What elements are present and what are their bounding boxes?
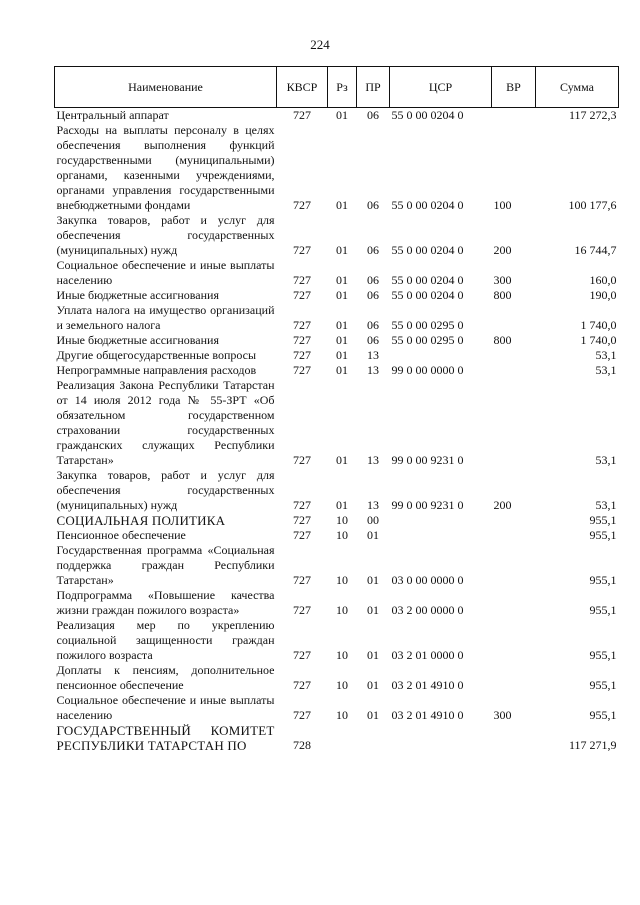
row-csr: 03 0 00 0000 0 [391,573,464,587]
row-csr: 03 2 01 0000 0 [391,648,464,662]
row-pr: 01 [367,678,379,692]
table-row [55,723,619,753]
row-sum: 160,0 [589,273,617,287]
row-pr: 06 [367,198,379,212]
row-sum: 955,1 [589,648,617,662]
table-row [55,378,619,468]
table-row [55,468,619,513]
row-kvsr: 727 [293,678,311,692]
row-vr [492,663,536,693]
row-kvsr: 727 [293,603,311,617]
table-row [55,123,619,213]
table-row [55,303,619,333]
row-rz: 01 [336,498,348,512]
row-sum: 53,1 [595,453,617,467]
table-row [55,513,619,528]
budget-table [54,66,619,753]
row-pr: 01 [367,528,379,542]
row-pr: 06 [367,333,379,347]
page-number: 224 [310,37,330,52]
row-csr: 55 0 00 0295 0 [391,333,464,347]
row-rz: 10 [336,708,348,722]
row-name: Пенсионное обеспечение [56,528,186,542]
table-row [55,618,619,663]
row-pr: 06 [367,273,379,287]
row-name: Непрограммные направления расходов [56,363,257,377]
row-sum: 117 271,9 [568,738,617,752]
row-kvsr: 727 [293,333,311,347]
table-row [55,288,619,303]
row-sum: 1 740,0 [580,318,617,332]
row-sum: 53,1 [595,363,617,377]
table-row [55,213,619,258]
row-name: Доплаты к пенсиям, дополнительное пенсионное обеспечение [56,663,275,692]
row-kvsr: 727 [293,108,311,122]
row-kvsr: 727 [293,198,311,212]
row-vr [492,528,536,543]
row-kvsr: 727 [293,648,311,662]
row-csr: 99 0 00 9231 0 [391,453,464,467]
row-vr: 200 [493,498,512,512]
row-vr [492,363,536,378]
table-row [55,363,619,378]
header-vr: ВР [492,67,536,108]
row-kvsr: 727 [293,273,311,287]
row-kvsr: 727 [293,348,311,362]
row-vr: 300 [493,708,512,722]
header-sum: Сумма [536,67,619,108]
row-csr: 55 0 00 0204 0 [391,273,464,287]
row-pr: 13 [367,498,379,512]
row-kvsr: 727 [293,453,311,467]
table-header [55,67,619,108]
row-vr: 300 [493,273,512,287]
table-row [55,258,619,288]
row-name: Социальное обеспечение и иные выплаты населению [56,258,275,287]
row-kvsr: 727 [293,498,311,512]
row-name: Иные бюджетные ассигнования [56,288,219,302]
row-kvsr: 727 [293,243,311,257]
row-pr: 13 [367,348,379,362]
row-sum: 955,1 [589,513,617,527]
header-pr: ПР [357,67,390,108]
table-row [55,693,619,723]
table-row [55,543,619,588]
table-row [55,108,619,124]
table-row [55,663,619,693]
row-pr: 06 [367,108,379,122]
row-kvsr: 727 [293,288,311,302]
row-kvsr: 727 [293,363,311,377]
row-kvsr: 727 [293,708,311,722]
row-rz [328,723,357,753]
row-kvsr: 727 [293,513,311,527]
row-sum: 955,1 [589,678,617,692]
row-name: Центральный аппарат [56,108,169,122]
row-vr [492,108,536,124]
row-name: СОЦИАЛЬНАЯ ПОЛИТИКА [56,513,226,528]
row-csr [390,528,492,543]
row-rz: 01 [336,318,348,332]
row-vr [492,513,536,528]
row-rz: 01 [336,288,348,302]
row-name: Закупка товаров, работ и услуг для обеспечения государственных (муниципальных) нужд [56,468,275,512]
row-pr: 00 [367,513,379,527]
row-rz: 01 [336,108,348,122]
row-pr: 01 [367,708,379,722]
row-sum: 53,1 [595,348,617,362]
row-kvsr: 727 [293,528,311,542]
row-sum: 190,0 [589,288,617,302]
row-rz: 10 [336,513,348,527]
table-row [55,348,619,363]
header-csr: ЦСР [390,67,492,108]
row-pr: 06 [367,318,379,332]
row-pr: 13 [367,363,379,377]
row-pr: 06 [367,288,379,302]
table-row [55,588,619,618]
row-vr [492,543,536,588]
row-vr: 200 [493,243,512,257]
row-csr [390,348,492,363]
row-csr: 03 2 00 0000 0 [391,603,464,617]
row-sum: 53,1 [595,498,617,512]
table-body [55,108,619,754]
row-rz: 01 [336,453,348,467]
row-name: Подпрограмма «Повышение качества жизни граждан пожилого возраста» [56,588,275,617]
row-csr: 55 0 00 0204 0 [391,288,464,302]
header-kvsr: КВСР [277,67,328,108]
row-csr: 55 0 00 0295 0 [391,318,464,332]
row-name: Реализация мер по укреплению социальной защищенности граждан пожилого возраста [56,618,275,662]
row-csr: 99 0 00 0000 0 [391,363,464,377]
row-vr [492,303,536,333]
row-sum: 955,1 [589,528,617,542]
row-name: Другие общегосударственные вопросы [56,348,257,362]
row-rz: 10 [336,528,348,542]
row-name: Государственная программа «Социальная поддержка граждан Республики Татарстан» [56,543,275,587]
header-name: Наименование [55,67,277,108]
row-sum: 100 177,6 [568,198,617,212]
row-pr: 01 [367,573,379,587]
row-name: Социальное обеспечение и иные выплаты населению [56,693,275,722]
row-kvsr: 728 [293,738,311,752]
row-rz: 01 [336,348,348,362]
row-csr: 55 0 00 0204 0 [391,243,464,257]
table-row [55,528,619,543]
row-rz: 01 [336,273,348,287]
row-sum: 117 272,3 [568,108,617,122]
row-sum: 955,1 [589,573,617,587]
row-vr: 100 [493,198,512,212]
row-vr [492,723,536,753]
row-vr [492,588,536,618]
row-rz: 01 [336,333,348,347]
row-vr [492,618,536,663]
row-csr: 03 2 01 4910 0 [391,708,464,722]
row-sum: 16 744,7 [574,243,617,257]
row-pr: 13 [367,453,379,467]
row-csr: 03 2 01 4910 0 [391,678,464,692]
row-kvsr: 727 [293,318,311,332]
row-sum: 955,1 [589,603,617,617]
row-vr: 800 [493,288,512,302]
row-name: Иные бюджетные ассигнования [56,333,219,347]
row-name: Реализация Закона Республики Татарстан от 14 июля 2012 года № 55-ЗРТ «Об обязательном государственном страховании государственных гражданских служащих Республики Татарстан» [56,378,275,467]
row-csr: 55 0 00 0204 0 [391,198,464,212]
row-sum: 955,1 [589,708,617,722]
header-rz: Рз [328,67,357,108]
row-name: Уплата налога на имущество организаций и земельного налога [56,303,275,332]
row-kvsr: 727 [293,573,311,587]
row-name: ГОСУДАРСТВЕННЫЙ КОМИТЕТ РЕСПУБЛИКИ ТАТАРСТАН ПО [56,723,275,753]
row-pr: 01 [367,603,379,617]
row-vr [492,378,536,468]
row-name: Расходы на выплаты персоналу в целях обеспечения выполнения функций государственными (муниципальными) органами, казенными учреждениями, органами управления государственными внебюджетными фондами [56,123,275,212]
row-rz: 01 [336,198,348,212]
row-sum: 1 740,0 [580,333,617,347]
row-rz: 01 [336,363,348,377]
row-rz: 10 [336,678,348,692]
row-rz: 10 [336,648,348,662]
row-vr: 800 [493,333,512,347]
row-pr [357,723,390,753]
row-pr: 01 [367,648,379,662]
table-row [55,333,619,348]
row-csr [390,723,492,753]
row-csr: 99 0 00 9231 0 [391,498,464,512]
row-name: Закупка товаров, работ и услуг для обеспечения государственных (муниципальных) нужд [56,213,275,257]
row-rz: 10 [336,573,348,587]
row-rz: 10 [336,603,348,617]
row-vr [492,348,536,363]
row-rz: 01 [336,243,348,257]
row-csr [390,513,492,528]
row-csr: 55 0 00 0204 0 [391,108,464,122]
row-pr: 06 [367,243,379,257]
